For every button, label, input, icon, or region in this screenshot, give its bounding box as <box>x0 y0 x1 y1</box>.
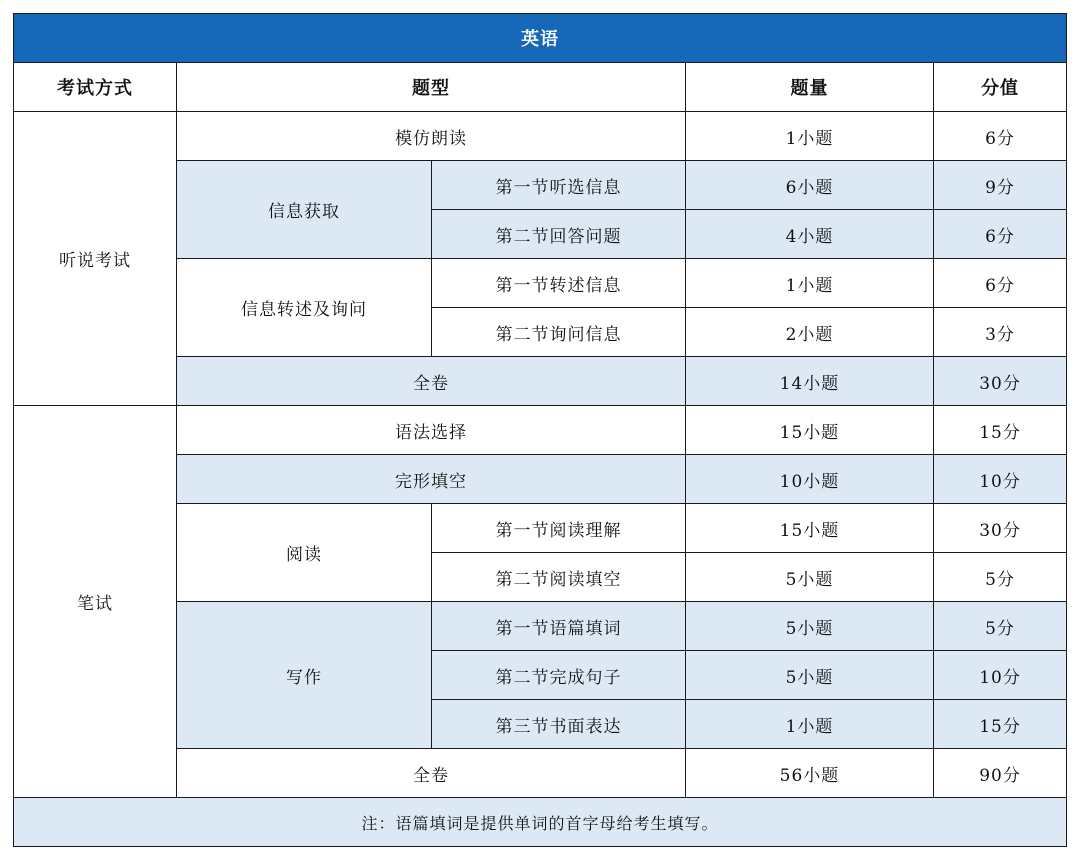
exam-structure-table <box>13 13 1067 847</box>
section-cell: 第一节听选信息 <box>432 161 686 210</box>
count-cell: 2小题 <box>686 308 934 357</box>
header-score: 分值 <box>934 63 1067 112</box>
score-cell: 10分 <box>934 651 1067 700</box>
total-score-cell: 30分 <box>934 357 1067 406</box>
section-cell: 第二节回答问题 <box>432 210 686 259</box>
count-cell: 6小题 <box>686 161 934 210</box>
score-cell: 6分 <box>934 210 1067 259</box>
count-cell: 1小题 <box>686 112 934 161</box>
method-listening: 听说考试 <box>14 112 177 406</box>
header-method: 考试方式 <box>14 63 177 112</box>
type-group-cell: 信息转述及询问 <box>177 259 432 357</box>
count-cell: 10小题 <box>686 455 934 504</box>
type-group-cell: 写作 <box>177 602 432 749</box>
count-cell: 4小题 <box>686 210 934 259</box>
title-row <box>14 14 1067 63</box>
header-count: 题量 <box>686 63 934 112</box>
section-cell: 第二节阅读填空 <box>432 553 686 602</box>
count-cell: 5小题 <box>686 553 934 602</box>
type-cell: 模仿朗读 <box>177 112 686 161</box>
total-label-cell: 全卷 <box>177 357 686 406</box>
score-cell: 6分 <box>934 112 1067 161</box>
section-cell: 第二节询问信息 <box>432 308 686 357</box>
table-title: 英语 <box>14 14 1067 63</box>
table-row <box>14 406 1067 455</box>
count-cell: 5小题 <box>686 651 934 700</box>
count-cell: 1小题 <box>686 259 934 308</box>
exam-structure-table-wrapper <box>13 13 1066 847</box>
type-cell: 语法选择 <box>177 406 686 455</box>
section-cell: 第三节书面表达 <box>432 700 686 749</box>
total-count-cell: 56小题 <box>686 749 934 798</box>
table-note: 注：语篇填词是提供单词的首字母给考生填写。 <box>14 798 1067 847</box>
score-cell: 30分 <box>934 504 1067 553</box>
header-type: 题型 <box>177 63 686 112</box>
count-cell: 15小题 <box>686 406 934 455</box>
count-cell: 15小题 <box>686 504 934 553</box>
header-row <box>14 63 1067 112</box>
score-cell: 10分 <box>934 455 1067 504</box>
section-cell: 第二节完成句子 <box>432 651 686 700</box>
score-cell: 3分 <box>934 308 1067 357</box>
type-cell: 完形填空 <box>177 455 686 504</box>
count-cell: 5小题 <box>686 602 934 651</box>
score-cell: 15分 <box>934 406 1067 455</box>
type-group-cell: 阅读 <box>177 504 432 602</box>
section-cell: 第一节转述信息 <box>432 259 686 308</box>
score-cell: 6分 <box>934 259 1067 308</box>
note-row <box>14 798 1067 847</box>
score-cell: 15分 <box>934 700 1067 749</box>
total-label-cell: 全卷 <box>177 749 686 798</box>
section-cell: 第一节语篇填词 <box>432 602 686 651</box>
section-cell: 第一节阅读理解 <box>432 504 686 553</box>
total-score-cell: 90分 <box>934 749 1067 798</box>
type-group-cell: 信息获取 <box>177 161 432 259</box>
table-row <box>14 112 1067 161</box>
total-count-cell: 14小题 <box>686 357 934 406</box>
score-cell: 5分 <box>934 553 1067 602</box>
count-cell: 1小题 <box>686 700 934 749</box>
score-cell: 5分 <box>934 602 1067 651</box>
score-cell: 9分 <box>934 161 1067 210</box>
method-written: 笔试 <box>14 406 177 798</box>
